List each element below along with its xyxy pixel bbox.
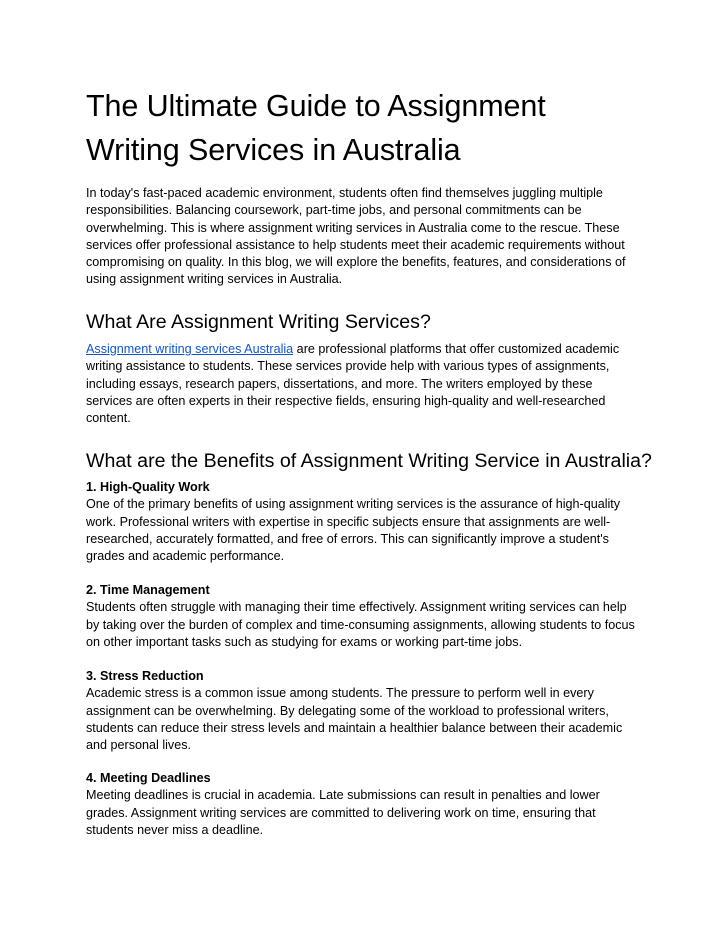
assignment-services-link[interactable]: Assignment writing services Australia [86,342,294,356]
benefit-item [86,582,638,651]
section-heading-benefits: What are the Benefits of Assignment Writing Service in Australia? [86,450,652,472]
section-paragraph-what-are [86,341,638,427]
section-heading-what-are: What Are Assignment Writing Services? [86,311,431,333]
benefit-item [86,479,638,565]
benefit-text: One of the primary benefits of using assignment writing services is the assurance of high-quality work. Professional writers with expertise in specific subjects ensure that assignments are well-researched, accurately formatted, and free of errors. This can significantly improve a student's grades and academic performance. [86,497,621,564]
benefit-text: Academic stress is a common issue among students. The pressure to perform well in every assignment can be overwhelming. By delegating some of the workload to professional writers, students can reduce their stress levels and maintain a healthier balance between their academic and personal lives. [86,686,623,753]
section-paragraph-text: are professional platforms that offer customized academic writing assistance to students. These services provide help with various types of assignments, including essays, research papers, dissertations, and more. The writers employed by these services are often experts in their respective fields, ensuring high-quality and well-researched content. [86,342,620,426]
benefit-item [86,770,638,839]
benefit-text: Meeting deadlines is crucial in academia. Late submissions can result in penalties and lower grades. Assignment writing services are committed to delivering work on time, ensuring that students never miss a deadline. [86,788,600,837]
benefit-title: 2. Time Management [86,583,210,597]
intro-paragraph: In today's fast-paced academic environment, students often find themselves juggling multiple responsibilities. Balancing coursework, part-time jobs, and personal commitments can be overwhelming. This is where assignment writing services in Australia come to the rescue. These services offer professional assistance to help students meet their academic requirements without compromising on quality. In this blog, we will explore the benefits, features, and considerations of using assignment writing services in Australia. [86,186,626,287]
benefit-item [86,668,638,754]
benefit-title: 3. Stress Reduction [86,669,204,683]
benefit-text: Students often struggle with managing their time effectively. Assignment writing services can help by taking over the burden of complex and time-consuming assignments, allowing students to focus on other important tasks such as studying for exams or working part-time jobs. [86,600,635,649]
benefit-title: 4. Meeting Deadlines [86,771,211,785]
benefit-title: 1. High-Quality Work [86,480,210,494]
page-title: The Ultimate Guide to Assignment Writing Services in Australia [86,89,546,167]
